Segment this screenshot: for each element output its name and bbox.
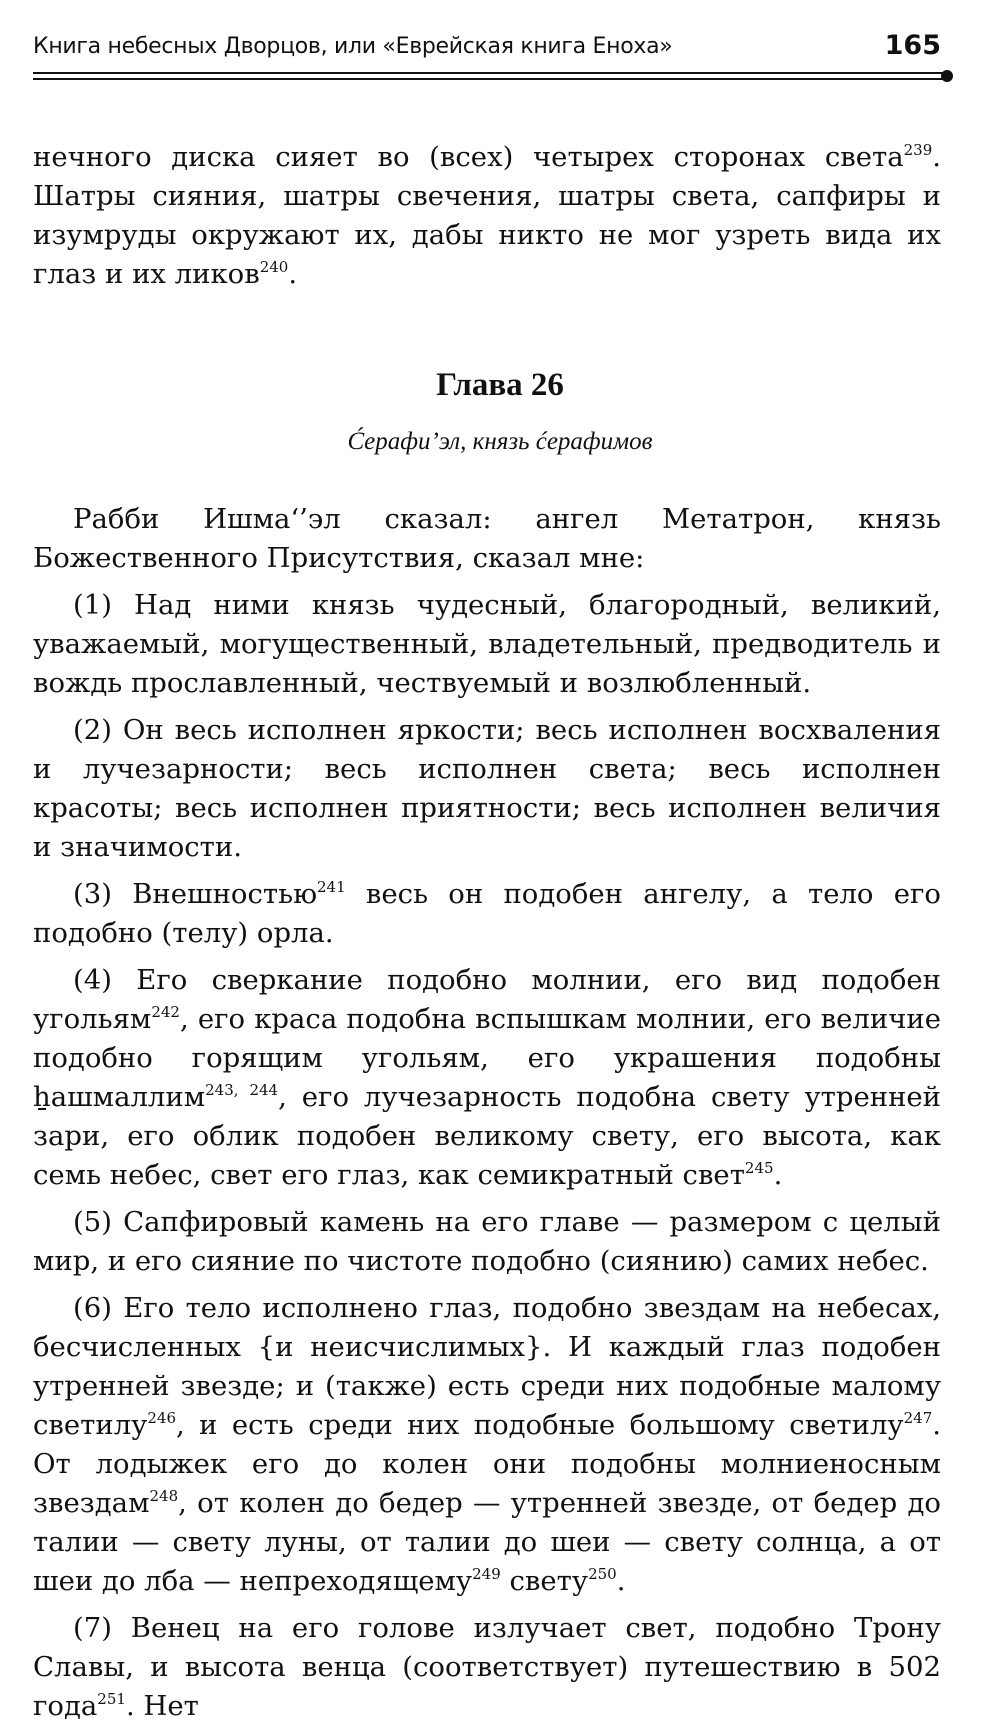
text-run: , от колен до бедер — утренней звезде, от бедер до талии — свету луны, от талии до шеи — свету солнца, а от шеи до лба — непреходящему: [33, 1487, 941, 1597]
page-number: 165: [884, 30, 941, 61]
paragraph-continuation: [33, 138, 941, 294]
footnote-ref: 251: [97, 1690, 126, 1708]
header-rule-dot: [941, 70, 953, 82]
text-run: нечного диска сияет во (всех) четырех сторонах света: [33, 141, 904, 173]
footnote-ref: 239: [903, 141, 933, 159]
running-header: [33, 28, 947, 76]
footnote-ref: 240: [259, 258, 289, 276]
header-rule-bottom: [33, 78, 949, 80]
text-run: свету: [500, 1565, 589, 1597]
footnote-ref: 245: [744, 1159, 774, 1177]
text-run: (3) Внешностью: [73, 878, 318, 910]
paragraph-4: [33, 961, 941, 1195]
chapter-subtitle: Ćерафи’эл, князь ćерафимов: [347, 428, 653, 455]
continued-paragraph: [33, 138, 941, 294]
footnote-ref: 247: [903, 1409, 933, 1427]
text-run: .: [773, 1159, 783, 1191]
footnote-ref: 248: [149, 1487, 179, 1505]
text-run: (4) Его сверкание подобно молнии, его вид подобен угольям: [33, 964, 941, 1035]
footnote-ref: 246: [147, 1409, 176, 1427]
paragraph-2: (2) Он весь исполнен яркости; весь исполнен восхваления и лучезарности; весь исполнен света; весь исполнен красоты; весь исполнен приятности; весь исполнен величия и значимости.: [33, 714, 941, 863]
text-run: (6) Его тело исполнено глаз, подобно звездам на небесах, бесчисленных {и неисчислимых}. И каждый глаз подобен утренней звезде; и (также) есть среди них подобные малому светилу: [33, 1292, 941, 1441]
paragraph-5: (5) Сапфировый камень на его главе — размером с целый мир, и его сияние по чистоте подобно (сиянию) самих небес.: [33, 1206, 941, 1277]
text-run: , и есть среди них подобные большому светилу: [176, 1409, 904, 1441]
text-run: . Шатры сияния, шатры свечения, шатры света, сапфиры и изумруды окружают их, дабы никто не мог узреть вида их глаз и их ликов: [33, 141, 941, 290]
text-run: . Нет: [125, 1690, 199, 1722]
text-run: .: [288, 258, 298, 290]
footnote-ref: 241: [317, 878, 346, 896]
paragraph-3: [33, 875, 941, 953]
paragraph-7: [33, 1609, 941, 1726]
text-run: , его лучезарность подобна свету утренней зари, его облик подобен великому свету, его высота, как семь небес, свет его глаз, как семикратный свет: [33, 1081, 941, 1191]
footnote-ref: 250: [588, 1565, 617, 1583]
text-run: . От лодыжек его до колен они подобны молниеносным звездам: [33, 1409, 941, 1519]
footnote-ref: 243, 244: [205, 1081, 279, 1099]
chapter-body: [33, 500, 941, 1726]
text-run: весь он подобен ангелу, а тело его подобно (телу) орла.: [33, 878, 941, 949]
header-rule-top: [33, 72, 949, 74]
chapter-title: Глава 26: [436, 367, 564, 403]
running-title: Книга небесных Дворцов, или «Еврейская книга Еноха»: [33, 34, 673, 59]
paragraph-6: [33, 1289, 941, 1601]
text-run: .: [616, 1565, 626, 1597]
footnote-ref: 249: [472, 1565, 501, 1583]
footnote-ref: 242: [151, 1003, 180, 1021]
paragraph-intro: Рабби Ишма‘’эл сказал: ангел Метатрон, князь Божественного Присутствия, сказал мне:: [33, 503, 941, 574]
paragraph-1: (1) Над ними князь чудесный, благородный, великий, уважаемый, могущественный, владетельный, предводитель и вождь прославленный, чествуемый и возлюбленный.: [33, 589, 941, 699]
text-run: (7) Венец на его голове излучает свет, подобно Трону Славы, и высота венца (соответствует) путешествию в 502 года: [33, 1612, 941, 1722]
text-run: , его краса подобна вспышкам молнии, его величие подобно горящим угольям, его украшения подобны ẖашмаллим: [33, 1003, 941, 1113]
